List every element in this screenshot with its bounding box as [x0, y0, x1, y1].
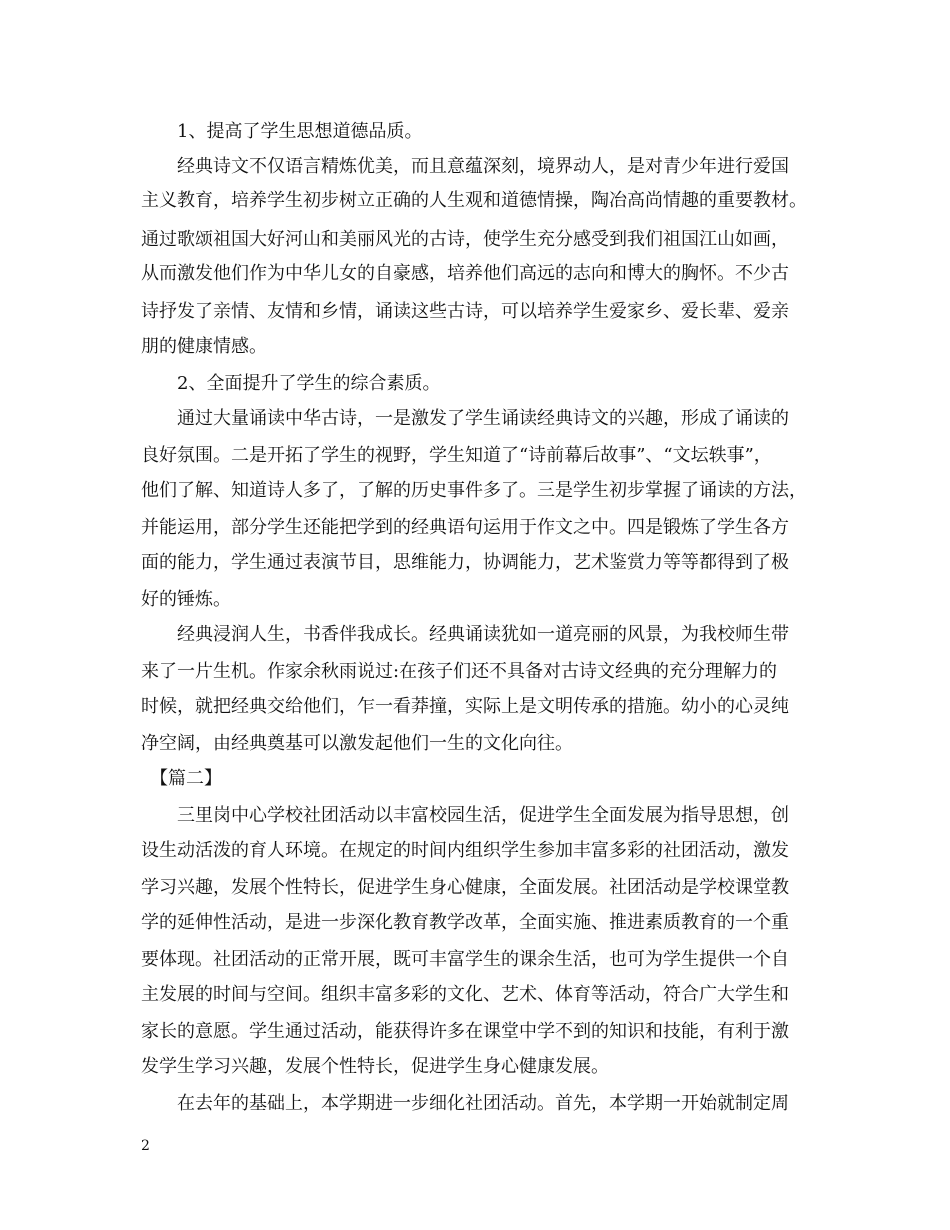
text-line: 三里岗中心学校社团活动以丰富校园生活，促进学生全面发展为指导思想，创 [141, 805, 789, 826]
section-heading: 【篇二】 [141, 768, 222, 789]
text-line: 经典诗文不仅语言精炼优美，而且意蕴深刻，境界动人，是对青少年进行爱国 [141, 156, 789, 177]
text-line: 学习兴趣，发展个性特长，促进学生身心健康，全面发展。社团活动是学校课堂教 [141, 877, 789, 898]
text-line: 主义教育，培养学生初步树立正确的人生观和道德情操，陶冶高尚情趣的重要教材。 [141, 190, 807, 211]
text-line: 设生动活泼的育人环境。在规定的时间内组织学生参加丰富多彩的社团活动，激发 [141, 840, 789, 861]
text-line: 1、提高了学生思想道德品质。 [141, 121, 423, 142]
text-line: 经典浸润人生，书香伴我成长。经典诵读犹如一道亮丽的风景，为我校师生带 [141, 624, 789, 645]
page-number: 2 [141, 1138, 150, 1154]
text-line: 通过歌颂祖国大好河山和美丽风光的古诗，使学生充分感受到我们祖国江山如画， [141, 229, 789, 250]
text-line: 主发展的时间与空间。组织丰富多彩的文化、艺术、体育等活动，符合广大学生和 [141, 984, 789, 1005]
text-line: 2、全面提升了学生的综合素质。 [141, 373, 441, 394]
text-line: 时候，就把经典交给他们，乍一看莽撞，实际上是文明传承的措施。幼小的心灵纯 [141, 696, 789, 717]
text-line: 诗抒发了亲情、友情和乡情，诵读这些古诗，可以培养学生爱家乡、爱长辈、爱亲 [141, 301, 789, 322]
text-line: 家长的意愿。学生通过活动，能获得许多在课堂中学不到的知识和技能，有利于激 [141, 1021, 789, 1042]
text-line: 从而激发他们作为中华儿女的自豪感，培养他们高远的志向和博大的胸怀。不少古 [141, 263, 789, 284]
text-line: 他们了解、知道诗人多了，了解的历史事件多了。三是学生初步掌握了诵读的方法， [141, 480, 807, 501]
text-line: 学的延伸性活动，是进一步深化教育教学改革，全面实施、推进素质教育的一个重 [141, 912, 789, 933]
text-line: 通过大量诵读中华古诗，一是激发了学生诵读经典诗文的兴趣，形成了诵读的 [141, 408, 789, 429]
text-line: 发学生学习兴趣，发展个性特长，促进学生身心健康发展。 [141, 1056, 609, 1077]
text-line: 好的锤炼。 [141, 589, 231, 610]
text-line: 并能运用，部分学生还能把学到的经典语句运用于作文之中。四是锻炼了学生各方 [141, 517, 789, 538]
text-line: 要体现。社团活动的正常开展，既可丰富学生的课余生活，也可为学生提供一个自 [141, 949, 789, 970]
text-line: 在去年的基础上，本学期进一步细化社团活动。首先，本学期一开始就制定周 [141, 1093, 789, 1114]
text-line: 朋的健康情感。 [141, 336, 267, 357]
text-line: 面的能力，学生通过表演节目，思维能力，协调能力，艺术鉴赏力等等都得到了极 [141, 552, 789, 573]
text-line: 净空阔，由经典奠基可以激发起他们一生的文化向往。 [141, 733, 573, 754]
text-line: 来了一片生机。作家余秋雨说过:在孩子们还不具备对古诗文经典的充分理解力的 [141, 661, 778, 682]
text-line: 良好氛围。二是开拓了学生的视野，学生知道了“诗前幕后故事”、“文坛轶事”， [141, 445, 772, 466]
